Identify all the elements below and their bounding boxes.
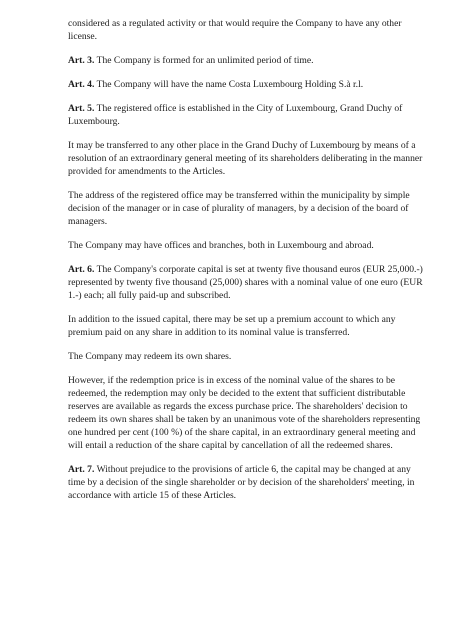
paragraph-premium-account (68, 313, 423, 339)
paragraph-art-5 (68, 102, 423, 128)
paragraph-art-7 (68, 463, 423, 502)
paragraph-text: The Company may have offices and branches, both in Luxembourg and abroad. (68, 240, 374, 251)
paragraph-redemption-price (68, 374, 423, 452)
paragraph-text: In addition to the issued capital, there may be set up a premium account to which any premium paid on any share in addition to its nominal value is transferred. (68, 314, 396, 338)
article-heading: Art. 5. (68, 103, 95, 114)
paragraph-text: The Company is formed for an unlimited period of time. (94, 55, 314, 66)
article-heading: Art. 4. (68, 79, 95, 90)
paragraph-branches (68, 239, 423, 252)
paragraph-text: However, if the redemption price is in excess of the nominal value of the shares to be redeemed, the redemption may only be decided to the extent that sufficient distributable reserves are available as regards the excess purchase price. The shareholders' decision to redeem its own shares shall be taken by an unanimous vote of the shareholders representing one hundred per cent (100 %) of the share capital, in an extraordinary general meeting and will entail a reduction of the share capital by cancellation of all the redeemed shares. (68, 375, 421, 451)
paragraph-art-3 (68, 54, 423, 67)
paragraph-redeem-shares (68, 350, 423, 363)
paragraph-text: The Company may redeem its own shares. (68, 351, 232, 362)
paragraph-office-transfer (68, 139, 423, 178)
paragraph-text: The address of the registered office may be transferred within the municipality by simple decision of the manager or in case of plurality of managers, by a decision of the board of managers. (68, 190, 410, 227)
paragraph-office-address (68, 189, 423, 228)
paragraph-text: The Company will have the name Costa Luxembourg Holding S.à r.l. (94, 79, 364, 90)
article-heading: Art. 6. (68, 264, 95, 275)
article-heading: Art. 3. (68, 55, 95, 66)
article-heading: Art. 7. (68, 464, 95, 475)
paragraph-text: Without prejudice to the provisions of article 6, the capital may be changed at any time by a decision of the single shareholder or by decision of the shareholders' meeting, in accordance with article 15 of these Articles. (68, 464, 415, 501)
paragraph-text: The Company's corporate capital is set at twenty five thousand euros (EUR 25,000.-) represented by twenty five thousand (25,000) shares with a nominal value of one euro (EUR 1.-) each; all fully paid-up and subscribed. (68, 264, 423, 301)
paragraph-art-4 (68, 78, 423, 91)
paragraph-license-continuation (68, 17, 423, 43)
paragraph-text: The registered office is established in the City of Luxembourg, Grand Duchy of Luxembourg. (68, 103, 403, 127)
paragraph-art-6 (68, 263, 423, 302)
paragraph-text: It may be transferred to any other place in the Grand Duchy of Luxembourg by means of a resolution of an extraordinary general meeting of its shareholders deliberating in the manner provided for amendments to the Articles. (68, 140, 423, 177)
paragraph-text: considered as a regulated activity or that would require the Company to have any other license. (68, 18, 402, 42)
